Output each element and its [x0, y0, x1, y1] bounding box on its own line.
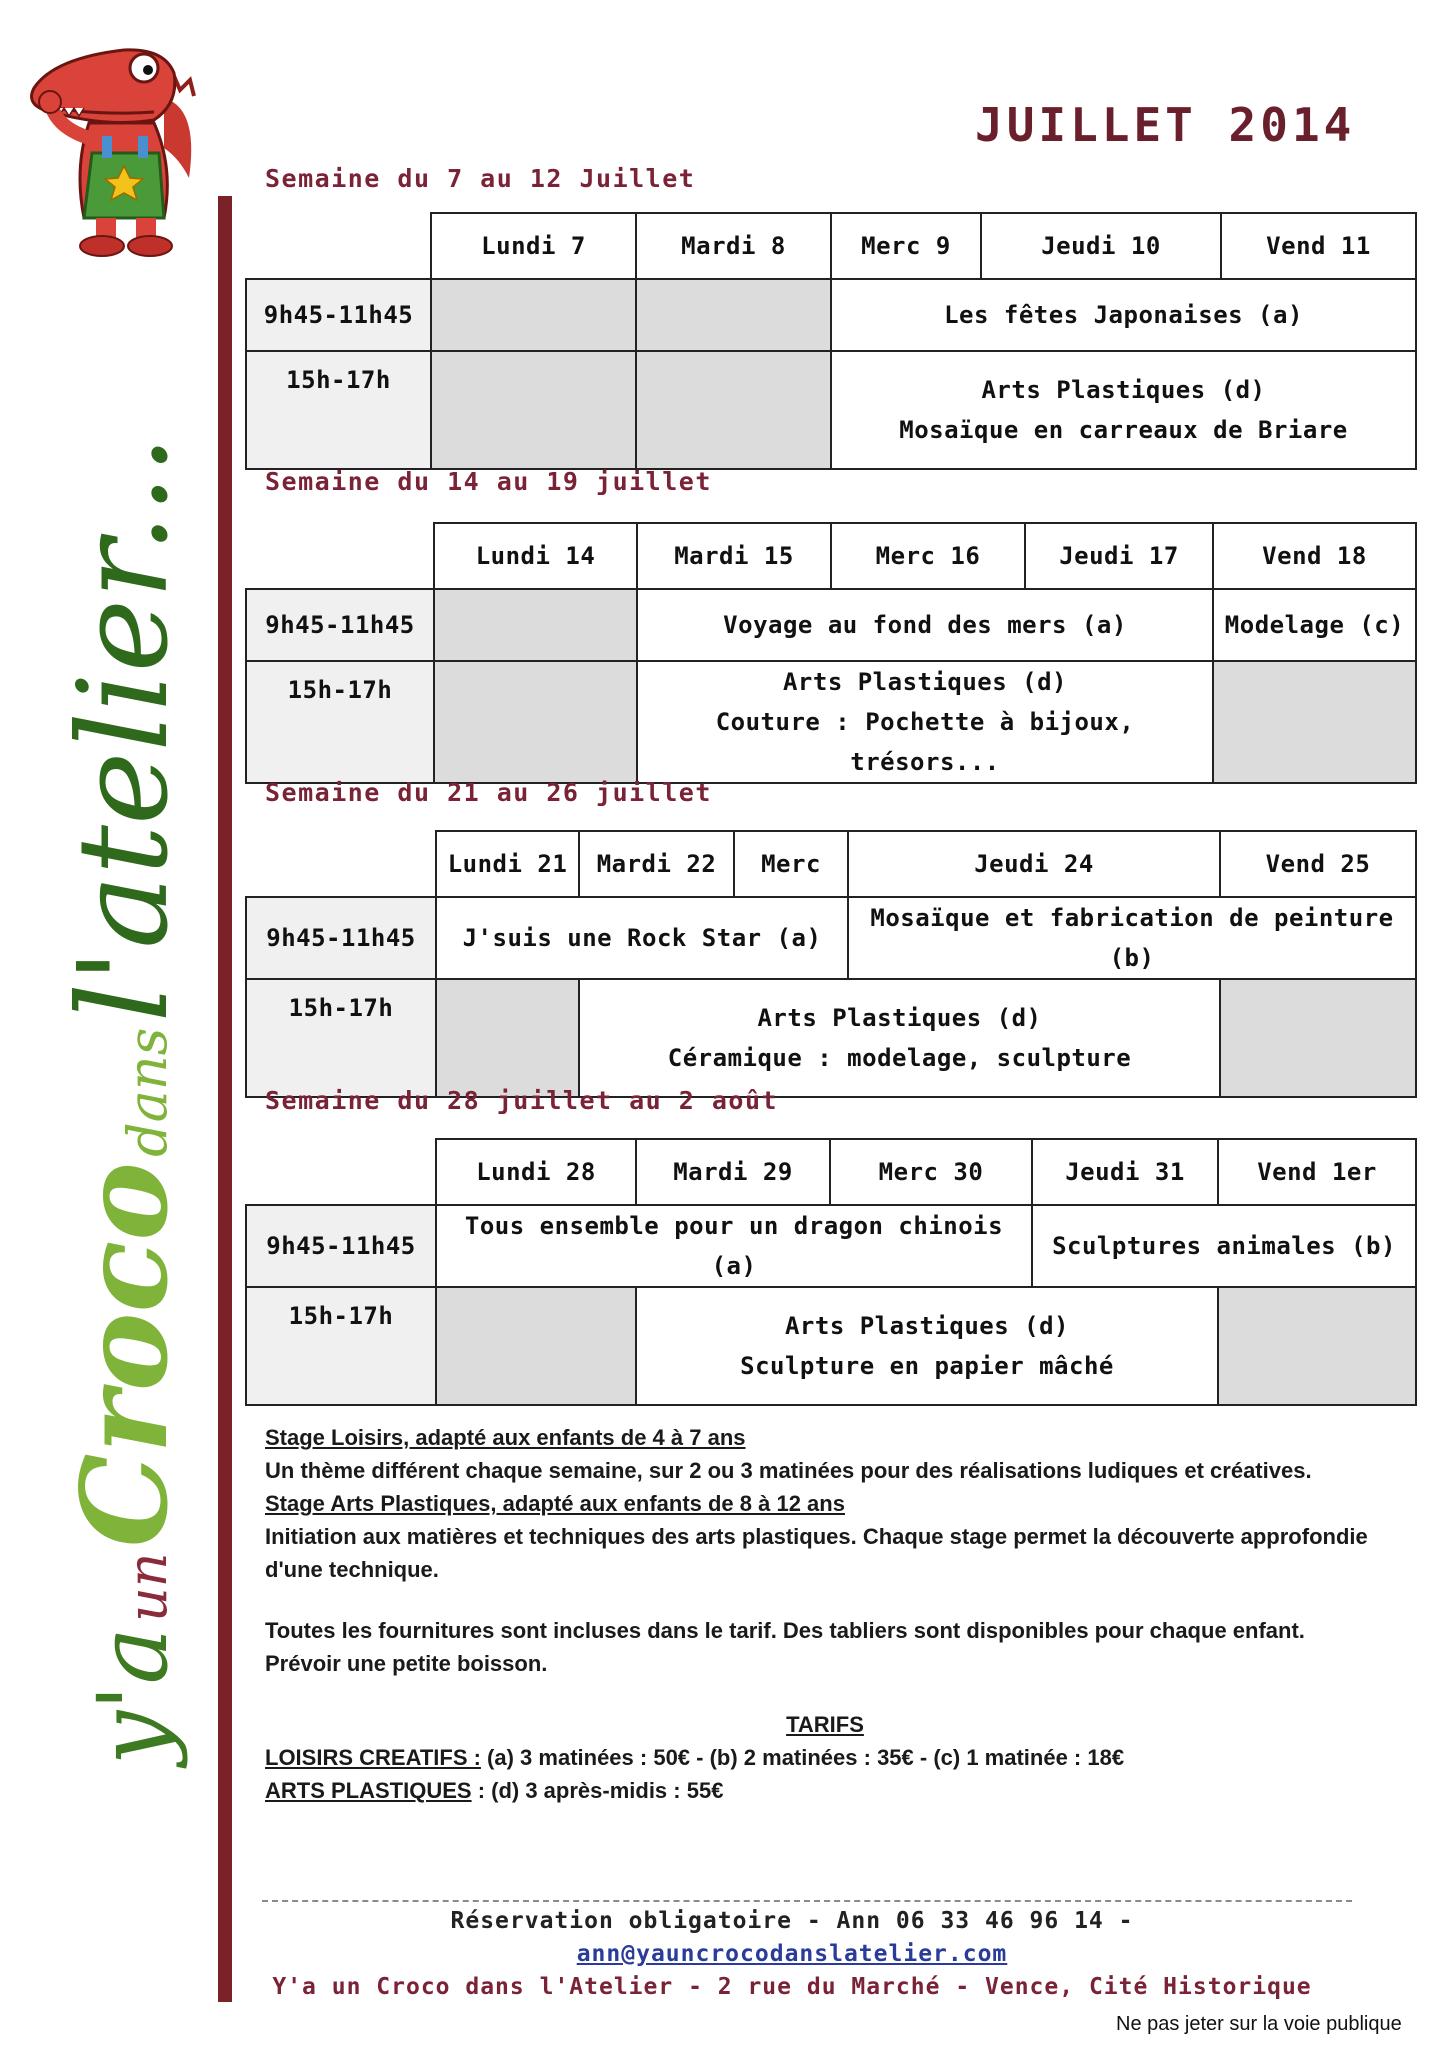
week-3-schedule [245, 830, 1417, 1098]
day-header: Jeudi 31 [1032, 1139, 1218, 1205]
week-4-schedule [245, 1138, 1417, 1406]
time-slot: 15h-17h [246, 351, 431, 469]
time-slot: 9h45-11h45 [246, 279, 431, 351]
week-2-title: Semaine du 14 au 19 juillet [265, 467, 712, 496]
week-3-title: Semaine du 21 au 26 juillet [265, 778, 712, 807]
day-header: Vend 25 [1220, 831, 1416, 897]
public-notice: Ne pas jeter sur la voie publique [1116, 2013, 1402, 2035]
day-header: Vend 11 [1221, 213, 1416, 279]
day-header: Lundi 28 [436, 1139, 636, 1205]
activity-cell: Mosaïque et fabrication de peinture (b) [848, 897, 1416, 979]
tarifs-heading: TARIFS [786, 1712, 864, 1737]
info-section [265, 1421, 1385, 1807]
page-title: JUILLET 2014 [975, 98, 1356, 152]
day-header: Jeudi 17 [1025, 523, 1213, 589]
day-header: Merc [734, 831, 848, 897]
day-header: Jeudi 24 [848, 831, 1220, 897]
time-slot: 9h45-11h45 [246, 897, 436, 979]
activity-cell: Arts Plastiques (d) Sculpture en papier mâché [636, 1287, 1218, 1405]
email-link[interactable]: ann@yauncrocodanslatelier.com [576, 1941, 1008, 1967]
activity-cell: Sculptures animales (b) [1032, 1205, 1416, 1287]
activity-cell: Arts Plastiques (d) Céramique : modelage, sculpture [579, 979, 1220, 1097]
day-header: Merc 9 [831, 213, 981, 279]
day-header: Lundi 21 [436, 831, 579, 897]
activity-cell: Arts Plastiques (d) Couture : Pochette à bijoux, trésors... [637, 661, 1213, 783]
empty-slot [436, 1287, 636, 1405]
empty-slot [1213, 661, 1416, 783]
activity-cell: Modelage (c) [1213, 589, 1416, 661]
empty-slot [431, 351, 636, 469]
time-slot: 9h45-11h45 [246, 1205, 436, 1287]
morning-row [246, 589, 1416, 661]
afternoon-row [246, 1287, 1416, 1405]
empty-slot [436, 979, 579, 1097]
header-row [246, 831, 1416, 897]
activity-cell: Tous ensemble pour un dragon chinois (a) [436, 1205, 1032, 1287]
activity-cell: Arts Plastiques (d) Mosaïque en carreaux de Briare [831, 351, 1416, 469]
day-header: Vend 18 [1213, 523, 1416, 589]
time-slot: 9h45-11h45 [246, 589, 434, 661]
afternoon-row [246, 661, 1416, 783]
day-header: Mardi 15 [637, 523, 831, 589]
loisirs-description: Un thème différent chaque semaine, sur 2 ou 3 matinées pour des réalisations ludiques et créatives. [265, 1458, 1312, 1483]
morning-row [246, 897, 1416, 979]
day-header: Mardi 29 [636, 1139, 830, 1205]
activity-cell: J'suis une Rock Star (a) [436, 897, 848, 979]
time-slot: 15h-17h [246, 979, 436, 1097]
morning-row [246, 279, 1416, 351]
reservation-line [232, 1905, 1352, 1971]
arts-heading: Stage Arts Plastiques, adapté aux enfants de 8 à 12 ans [265, 1491, 845, 1516]
supplies-note: Toutes les fournitures sont incluses dans le tarif. Des tabliers sont disponibles pour chaque enfant. Prévoir une petite boisson. [265, 1618, 1305, 1676]
arts-price-label: ARTS PLASTIQUES [265, 1778, 472, 1803]
header-row [246, 1139, 1416, 1205]
empty-slot [431, 279, 636, 351]
reservation-text: Réservation obligatoire - Ann 06 33 46 96 14 - [450, 1908, 1134, 1934]
arts-prices: : (d) 3 après-midis : 55€ [471, 1778, 724, 1803]
week-4-title: Semaine du 28 juillet au 2 août [265, 1086, 779, 1115]
loisirs-price-label: LOISIRS CREATIFS : [265, 1745, 481, 1770]
day-header: Jeudi 10 [981, 213, 1221, 279]
week-2-schedule [245, 522, 1417, 784]
week-1-schedule [245, 212, 1417, 470]
afternoon-row [246, 351, 1416, 469]
day-header: Lundi 7 [431, 213, 636, 279]
empty-slot [1220, 979, 1416, 1097]
loisirs-prices: (a) 3 matinées : 50€ - (b) 2 matinées : 35€ - (c) 1 matinée : 18€ [480, 1745, 1125, 1770]
empty-slot [434, 589, 637, 661]
loisirs-heading: Stage Loisirs, adapté aux enfants de 4 à 7 ans [265, 1425, 746, 1450]
day-header: Mardi 8 [636, 213, 831, 279]
morning-row [246, 1205, 1416, 1287]
week-1-title: Semaine du 7 au 12 Juillet [265, 164, 696, 193]
activity-cell: Voyage au fond des mers (a) [637, 589, 1213, 661]
time-slot: 15h-17h [246, 661, 434, 783]
day-header: Merc 16 [831, 523, 1025, 589]
header-row [246, 523, 1416, 589]
afternoon-row [246, 979, 1416, 1097]
vertical-brand-logo [24, 435, 224, 1765]
footer-divider [262, 1900, 1352, 1902]
arts-description: Initiation aux matières et techniques des arts plastiques. Chaque stage permet la découverte approfondie d'une technique. [265, 1524, 1368, 1582]
empty-slot [434, 661, 637, 783]
arts-prices-line [265, 1774, 1385, 1807]
day-header: Vend 1er [1218, 1139, 1416, 1205]
loisirs-prices-line [265, 1741, 1385, 1774]
day-header: Lundi 14 [434, 523, 637, 589]
header-row [246, 213, 1416, 279]
empty-slot [1218, 1287, 1416, 1405]
footer [232, 1905, 1352, 2004]
time-slot: 15h-17h [246, 1287, 436, 1405]
day-header: Mardi 22 [579, 831, 734, 897]
brand-logo-text: y'a un Croco dans l'atelier... [52, 435, 196, 1765]
day-header: Merc 30 [830, 1139, 1032, 1205]
empty-slot [636, 351, 831, 469]
empty-slot [636, 279, 831, 351]
address-line: Y'a un Croco dans l'Atelier - 2 rue du Marché - Vence, Cité Historique [272, 1974, 1312, 2000]
activity-cell: Les fêtes Japonaises (a) [831, 279, 1416, 351]
crocodile-mascot-icon [14, 28, 214, 260]
